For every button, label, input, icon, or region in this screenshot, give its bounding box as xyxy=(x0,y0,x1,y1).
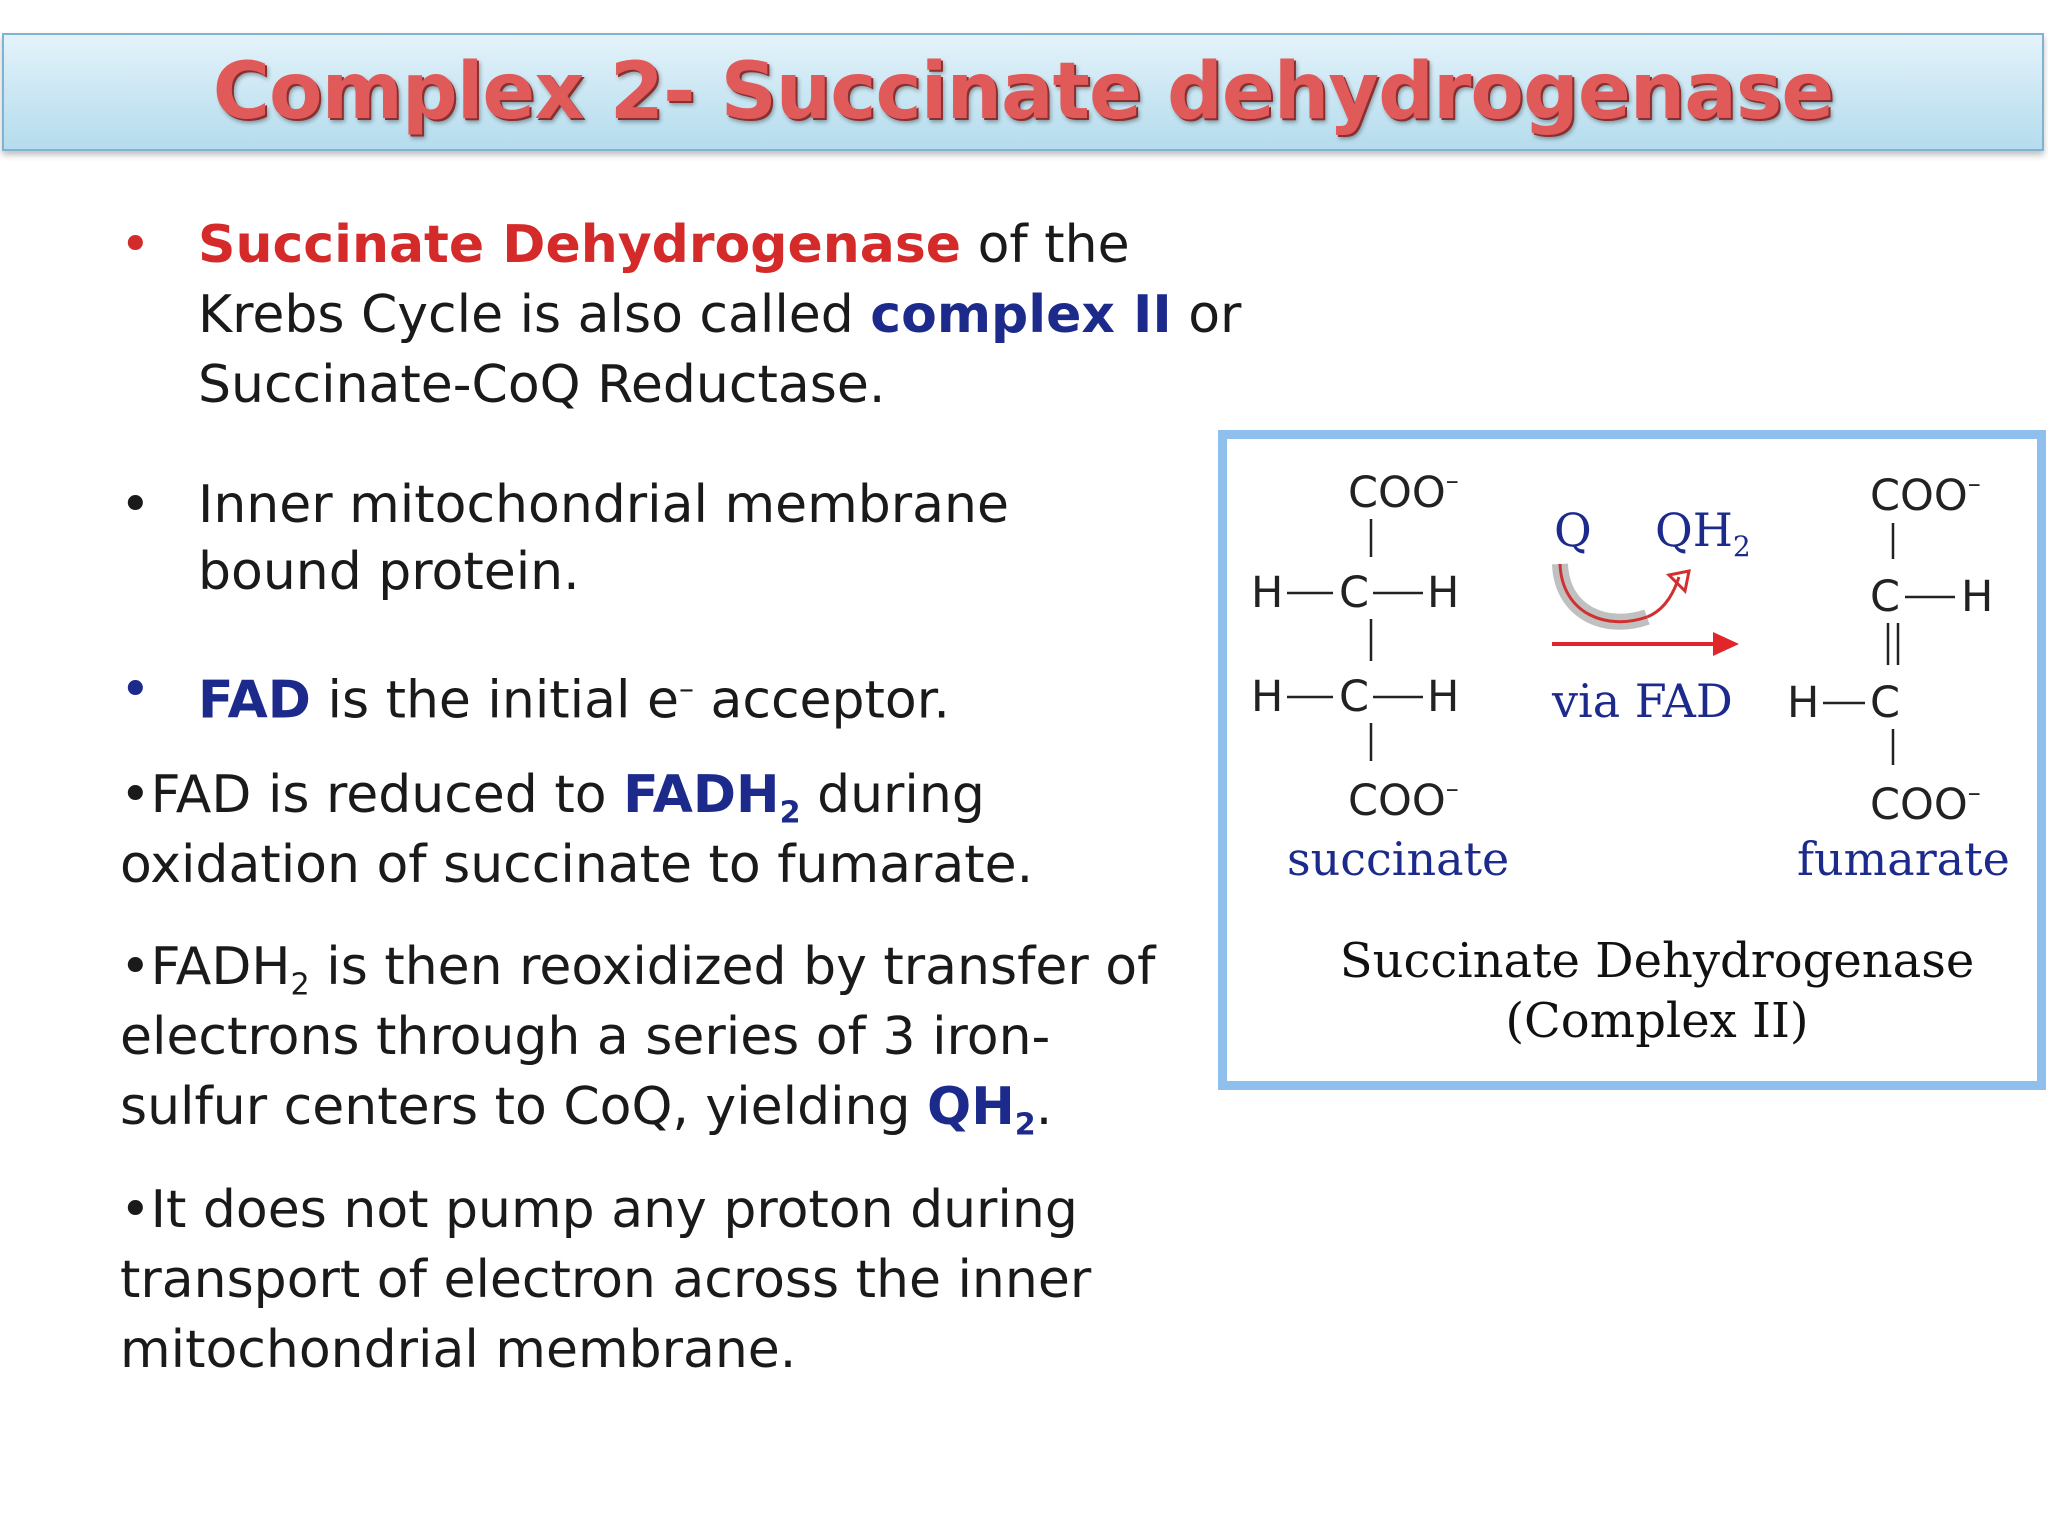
bullet-4-line-2: oxidation of succinate to fumarate. xyxy=(120,835,1034,895)
text: . xyxy=(1035,1077,1053,1137)
fadh-text: FADH xyxy=(623,765,780,825)
text: sulfur centers to CoQ, yielding xyxy=(120,1077,928,1137)
text: is then reoxidized by transfer of xyxy=(309,937,1156,997)
text: acceptor. xyxy=(693,670,950,731)
fumarate-label: fumarate xyxy=(1797,832,2010,886)
bullet-5-line-2: electrons through a series of 3 iron- xyxy=(120,1007,1051,1067)
via-fad-label: via FAD xyxy=(1552,674,1733,728)
atom-c: C xyxy=(1339,568,1370,618)
curved-arrow-in xyxy=(1560,564,1647,622)
title-bar xyxy=(2,33,2044,151)
text: •FADH xyxy=(120,937,291,997)
fadh2-highlight xyxy=(623,765,801,831)
fumarate-structure xyxy=(1787,469,2010,886)
coo-top-right: COO– xyxy=(1870,469,1981,521)
reaction-arrow-group xyxy=(1551,503,1751,728)
caption-line-1: Succinate Dehydrogenase xyxy=(1339,933,1975,989)
bullet-1-line-2 xyxy=(198,280,1241,350)
bullet-2-line-1: Inner mitochondrial membrane xyxy=(198,475,1009,535)
slide-title: Complex 2- Succinate dehydrogenase xyxy=(212,47,1834,137)
bullet-5-line-1 xyxy=(120,932,1155,1002)
text: •FAD is reduced to xyxy=(120,765,624,825)
bullet-6-line-1: •It does not pump any proton during xyxy=(120,1180,1078,1240)
atom-h: H xyxy=(1251,568,1284,618)
atom-h: H xyxy=(1427,568,1460,618)
qh2-highlight xyxy=(927,1077,1036,1143)
curved-arrow-out xyxy=(1647,577,1679,617)
superscript-minus: – xyxy=(678,672,694,707)
text: is the initial e xyxy=(310,670,679,731)
bullet-1-line-1 xyxy=(198,210,1130,280)
reaction-diagram xyxy=(1218,430,2046,1090)
atom-h: H xyxy=(1427,672,1460,722)
subscript-2: 2 xyxy=(290,967,310,1003)
bullet-5-line-3 xyxy=(120,1072,1052,1142)
text: Krebs Cycle is also called xyxy=(198,285,871,345)
coo-bottom-left: COO– xyxy=(1348,774,1459,826)
atom-c: C xyxy=(1870,572,1901,622)
main-arrowhead xyxy=(1713,632,1739,656)
reaction-svg xyxy=(1227,439,2037,1081)
coo-top-left: COO– xyxy=(1348,466,1459,518)
text: of the xyxy=(961,215,1130,275)
subscript-2: 2 xyxy=(1014,1107,1036,1143)
atom-c: C xyxy=(1870,678,1901,728)
bullet-1-line-3: Succinate-CoQ Reductase. xyxy=(198,355,886,415)
succinate-structure xyxy=(1251,466,1509,886)
bullet-4-line-1 xyxy=(120,760,985,830)
bullet-dot-navy: • xyxy=(120,660,151,720)
bullet-2-line-2: bound protein. xyxy=(198,542,580,602)
atom-h: H xyxy=(1787,678,1820,728)
subscript-2: 2 xyxy=(779,795,801,831)
complex-ii-highlight: complex II xyxy=(870,285,1172,345)
fad-highlight: FAD xyxy=(198,670,311,731)
bullet-3-line-1 xyxy=(198,655,950,735)
bullet-6-line-3: mitochondrial membrane. xyxy=(120,1320,797,1380)
text: or xyxy=(1171,285,1242,345)
caption-line-2: (Complex II) xyxy=(1505,993,1809,1049)
atom-c: C xyxy=(1339,672,1370,722)
succinate-dehydrogenase-highlight: Succinate Dehydrogenase xyxy=(198,215,962,275)
qh2-label: $QH_2$ xyxy=(1655,503,1751,563)
text: during xyxy=(800,765,985,825)
succinate-label: succinate xyxy=(1287,832,1510,886)
bullet-6-line-2: transport of electron across the inner xyxy=(120,1250,1092,1310)
coo-bottom-right: COO– xyxy=(1870,778,1981,830)
atom-h: H xyxy=(1251,672,1284,722)
bullet-dot-red: • xyxy=(120,215,151,275)
bullet-dot: • xyxy=(120,475,151,535)
qh-text: QH xyxy=(927,1077,1015,1137)
q-label: Q xyxy=(1554,503,1592,557)
atom-h: H xyxy=(1961,572,1994,622)
